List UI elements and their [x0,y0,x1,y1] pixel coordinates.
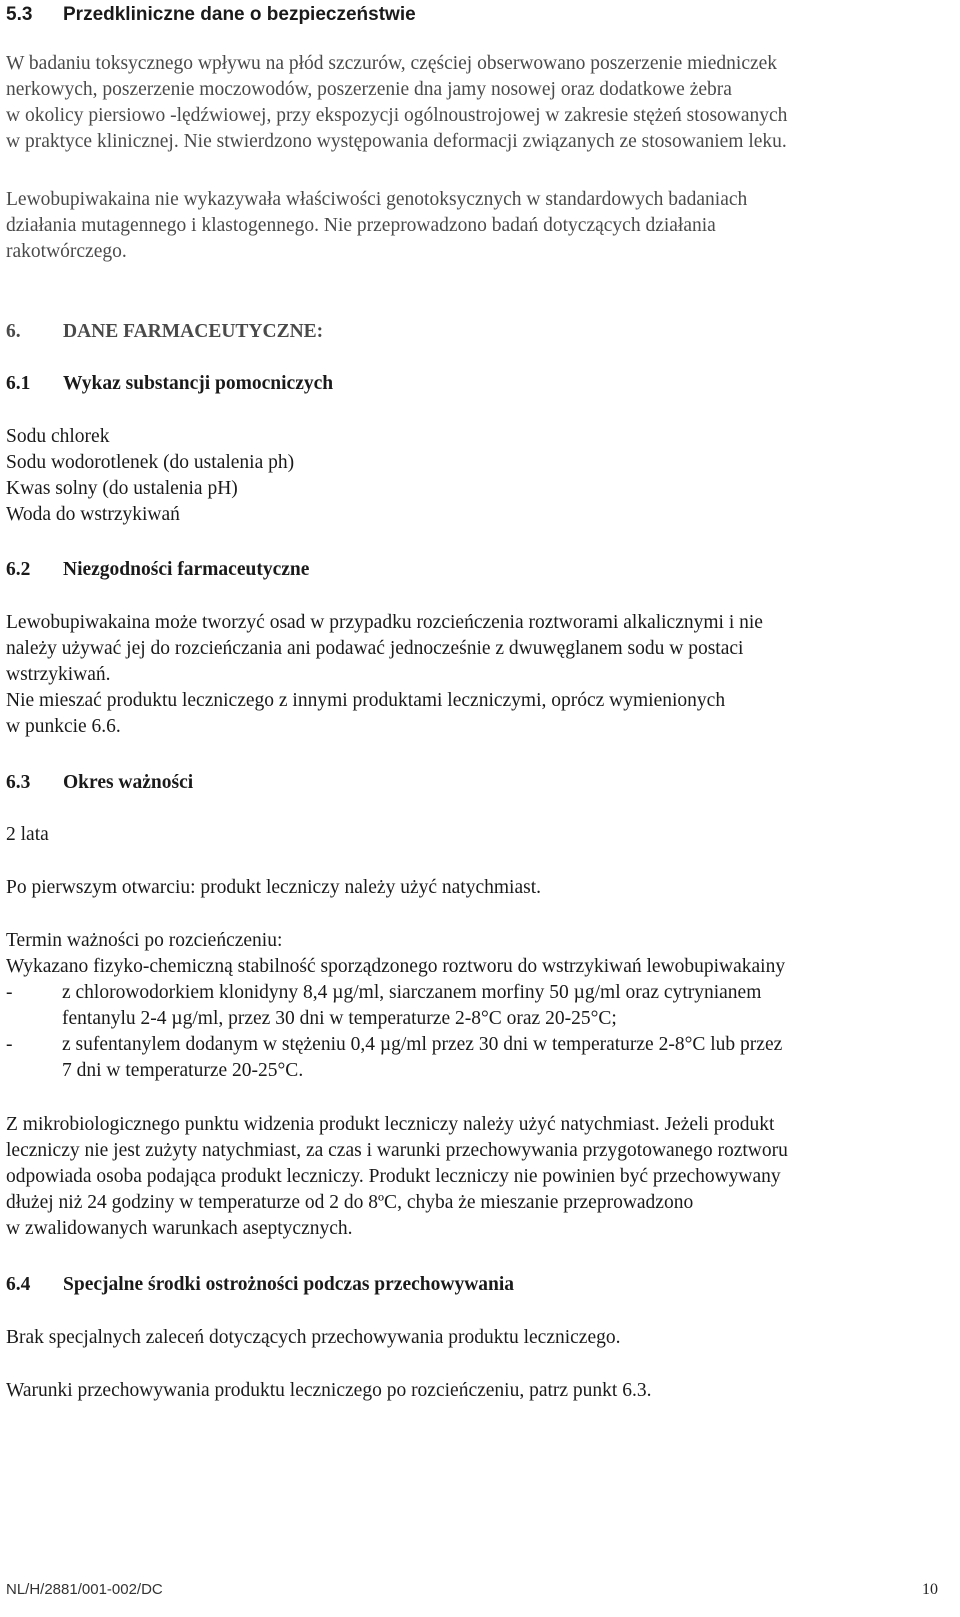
paragraph-microbiological [6,1112,932,1242]
section-number: 6.2 [6,559,31,580]
storage-text: Brak specjalnych zaleceń dotyczących przechowywania produktu leczniczego. [6,1327,621,1348]
document-code: NL/H/2881/001-002/DC [6,1581,163,1598]
storage-after-dilution-text: Warunki przechowywania produktu leczniczego po rozcieńczeniu, patrz punkt 6.3. [6,1380,652,1401]
text-line: rakotwórczego. [6,241,127,262]
dilution-shelf-life [6,928,932,1084]
text-line: w zwalidowanych warunkach aseptycznych. [6,1218,353,1239]
section-heading-6-1 [6,371,932,397]
list-item: Sodu wodorotlenek (do ustalenia ph) [6,452,295,473]
text-line: nerkowych, poszerzenie moczowodów, poszerzenie dna jamy nosowej oraz dodatkowe żebra [6,79,732,100]
section-title: Okres ważności [63,772,194,793]
after-opening-text: Po pierwszym otwarciu: produkt leczniczy należy użyć natychmiast. [6,877,541,898]
text-line: z chlorowodorkiem klonidyny 8,4 µg/ml, siarczanem morfiny 50 µg/ml oraz cytrynianem [62,982,762,1003]
section-number: 6. [6,321,21,342]
list-item: Kwas solny (do ustalenia pH) [6,478,238,499]
text-line: Nie mieszać produktu leczniczego z innymi produktami leczniczymi, oprócz wymienionych [6,690,726,711]
text-line: należy używać jej do rozcieńczania ani podawać jednocześnie z dwuwęglanem sodu w postaci [6,638,744,659]
page-number: 10 [922,1581,938,1598]
section-heading-5-3 [6,2,932,28]
list-item: Sodu chlorek [6,426,110,447]
section-heading-6-2 [6,557,932,583]
text-line: Z mikrobiologicznego punktu widzenia produkt leczniczy należy użyć natychmiast. Jeżeli produkt [6,1114,775,1135]
text-line: fentanylu 2-4 µg/ml, przez 30 dni w temperaturze 2-8°C oraz 20-25°C; [62,1008,617,1029]
text-line: dłużej niż 24 godziny w temperaturze od 2 do 8ºC, chyba że mieszanie przeprowadzono [6,1192,694,1213]
dilution-title: Termin ważności po rozcieńczeniu: [6,930,283,951]
text-line: leczniczy nie jest zużyty natychmiast, za czas i warunki przechowywania przygotowanego roztworu [6,1140,788,1161]
text-line: w punkcie 6.6. [6,716,121,737]
shelf-life: 2 lata [6,824,49,845]
section-title: Niezgodności farmaceutyczne [63,559,310,580]
section-title: Przedkliniczne dane o bezpieczeństwie [63,4,416,25]
paragraph-genotoxicity [6,187,932,265]
text-line: odpowiada osoba podająca produkt leczniczy. Produkt leczniczy nie powinien być przechowywany [6,1166,781,1187]
excipients-list [6,424,932,528]
text-line: działania mutagennego i klastogennego. Nie przeprowadzono badań dotyczących działania [6,215,716,236]
text-line: 7 dni w temperaturze 20-25°C. [62,1060,304,1081]
dash-marker: - [6,1034,13,1055]
text-line: w okolicy piersiowo -lędźwiowej, przy ekspozycji ogólnoustrojowej w zakresie stężeń stosowanych [6,105,788,126]
text-line: w praktyce klinicznej. Nie stwierdzono występowania deformacji związanych ze stosowaniem leku. [6,131,787,152]
section-number: 6.4 [6,1274,31,1295]
section-heading-6-4 [6,1272,932,1298]
text-line: W badaniu toksycznego wpływu na płód szczurów, częściej obserwowano poszerzenie miedniczek [6,53,778,74]
dilution-intro: Wykazano fizyko-chemiczną stabilność sporządzonego roztworu do wstrzykiwań lewobupiwakainy [6,956,786,977]
text-line: z sufentanylem dodanym w stężeniu 0,4 µg/ml przez 30 dni w temperaturze 2-8°C lub przez [62,1034,783,1055]
section-number: 6.3 [6,772,31,793]
dilution-item [6,1032,932,1084]
section-heading-6 [6,319,932,345]
text-line: Lewobupiwakaina nie wykazywała właściwości genotoksycznych w standardowych badaniach [6,189,748,210]
dilution-item [6,980,932,1032]
section-title: Wykaz substancji pomocniczych [63,373,334,394]
paragraph-incompatibilities [6,610,932,740]
list-item: Woda do wstrzykiwań [6,504,180,525]
paragraph-toxicity [6,51,932,155]
text-line: wstrzykiwań. [6,664,111,685]
section-heading-6-3 [6,770,932,796]
section-number: 5.3 [6,4,33,25]
section-title: DANE FARMACEUTYCZNE: [63,321,324,342]
section-number: 6.1 [6,373,31,394]
text-line: Lewobupiwakaina może tworzyć osad w przypadku rozcieńczenia roztworami alkalicznymi i nie [6,612,763,633]
section-title: Specjalne środki ostrożności podczas przechowywania [63,1274,515,1295]
dash-marker: - [6,982,13,1003]
